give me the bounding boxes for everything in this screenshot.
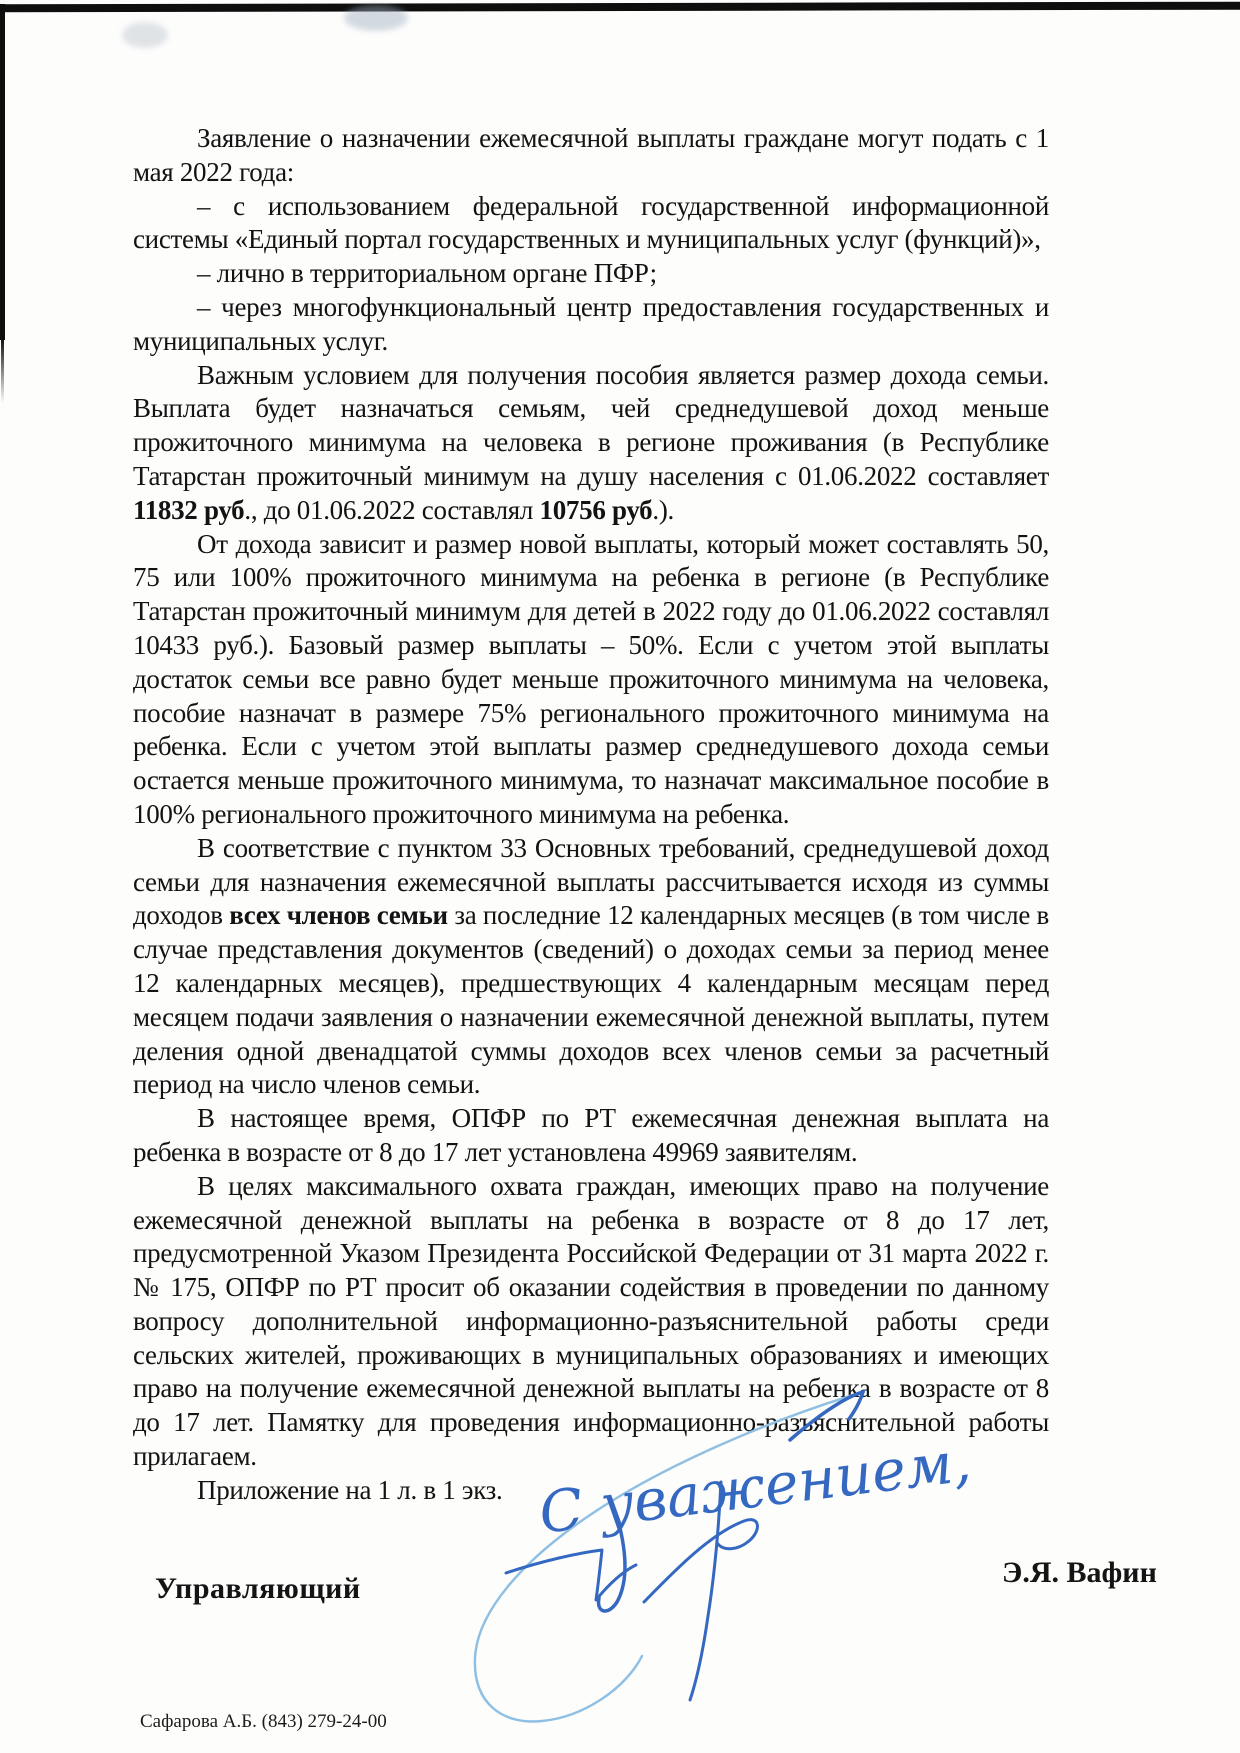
text-run: – с использованием федеральной государственной информационной системы «Единый портал государственных и муниципальных услуг (функций)», xyxy=(133,190,1049,255)
signature-check-stroke xyxy=(506,1550,636,1600)
scan-smudge xyxy=(122,22,168,48)
paragraph xyxy=(133,832,1049,1102)
paragraph xyxy=(133,291,1049,359)
paragraph xyxy=(133,122,1049,190)
paragraph xyxy=(133,257,1049,291)
bold-text-run: всех членов семьи xyxy=(229,900,448,931)
text-run: Заявление о назначении ежемесячной выплаты граждане могут подать с 1 мая 2022 года: xyxy=(133,123,1049,187)
scan-artifact-left-edge-fade xyxy=(1,338,4,403)
signature-autograph xyxy=(430,1370,990,1753)
text-run: В настоящее время, ОПФР по РТ ежемесячная денежная выплата на ребенка в возрасте от 8 до 17 лет установлена 49969 заявителям. xyxy=(133,1103,1049,1167)
scan-artifact-left-edge xyxy=(0,4,5,340)
text-run: ., до 01.06.2022 составлял xyxy=(244,494,540,525)
text-run: .). xyxy=(652,494,674,525)
paragraph xyxy=(133,190,1049,258)
scan-artifact-top-edge xyxy=(0,2,1240,13)
text-run: В целях максимального охвата граждан, имеющих право на получение ежемесячной денежной выплаты на ребенка в возрасте от 8 до 17 лет, предусмотренной Указом Президента Российской Федерации от 31 марта 2022 г. № 175, ОПФР по РТ просит об оказании содействия в проведении по данному вопросу дополнительной информационно-разъяснительной работы среди сельских жителей, проживающих в муниципальных образованиях и имеющих право на получение ежемесячной денежной выплаты на ребенка в возрасте от 8 до 17 лет. Памятку для проведения информационно-разъяснительной работы прилагаем. xyxy=(133,1170,1049,1472)
signer-position-title: Управляющий xyxy=(155,1572,361,1605)
signature-handwritten-note: С уважением, xyxy=(535,1428,975,1547)
contact-info: Сафарова А.Б. (843) 279-24-00 xyxy=(140,1711,387,1732)
signer-name: Э.Я. Вафин xyxy=(1002,1556,1157,1589)
paragraph xyxy=(133,359,1049,528)
text-run: От дохода зависит и размер новой выплаты, который может составлять 50, 75 или 100% прожиточного минимума на ребенка в регионе (в Республике Татарстан прожиточный минимум для детей в 2022 году до 01.06.2022 составлял 10433 руб.). Базовый размер выплаты – 50%. Если с учетом этой выплаты достаток семьи все равно будет меньше прожиточного минимума на человека, пособие назначат в размере 75% регионального прожиточного минимума на ребенка. Если с учетом этой выплаты размер среднедушевого дохода семьи остается меньше прожиточного минимума, то назначат максимальное пособие в 100% регионального прожиточного минимума на ребенка. xyxy=(133,528,1049,829)
text-run: Приложение на 1 л. в 1 экз. xyxy=(197,1474,503,1505)
text-run: – через многофункциональный центр предоставления государственных и муниципальных услуг. xyxy=(133,291,1049,356)
scan-smudge xyxy=(344,5,408,31)
signature-flourish-arc xyxy=(475,1392,863,1721)
signature-descender-stroke xyxy=(599,1528,625,1611)
text-run: – лично в территориальном органе ПФР; xyxy=(197,258,657,289)
bold-text-run: 11832 руб xyxy=(133,494,245,525)
paragraph xyxy=(133,1102,1049,1170)
signature-hook-stroke xyxy=(790,1392,863,1440)
text-run: Важным условием для получения пособия является размер дохода семьи. Выплата будет назначаться семьям, чей среднедушевой доход меньше прожиточного минимума на человека в регионе проживания (в Республике Татарстан прожиточный минимум на душу населения с 01.06.2022 составляет xyxy=(133,359,1049,491)
letter-body xyxy=(133,122,1049,1508)
paragraph xyxy=(133,528,1049,832)
text-run: В соответствие с пунктом 33 Основных требований, среднедушевой доход семьи для назначения ежемесячной выплаты рассчитывается исходя из суммы доходов xyxy=(133,832,1049,931)
bold-text-run: 10756 руб xyxy=(539,494,653,525)
text-run: за последние 12 календарных месяцев (в том числе в случае представления документов (сведений) о доходах семьи за период менее 12 календарных месяцев), предшествующих 4 календарным месяцам перед месяцем подачи заявления о назначении ежемесячной денежной выплаты, путем деления одной двенадцатой суммы доходов всех членов семьи за расчетный период на число членов семьи. xyxy=(133,900,1049,1100)
